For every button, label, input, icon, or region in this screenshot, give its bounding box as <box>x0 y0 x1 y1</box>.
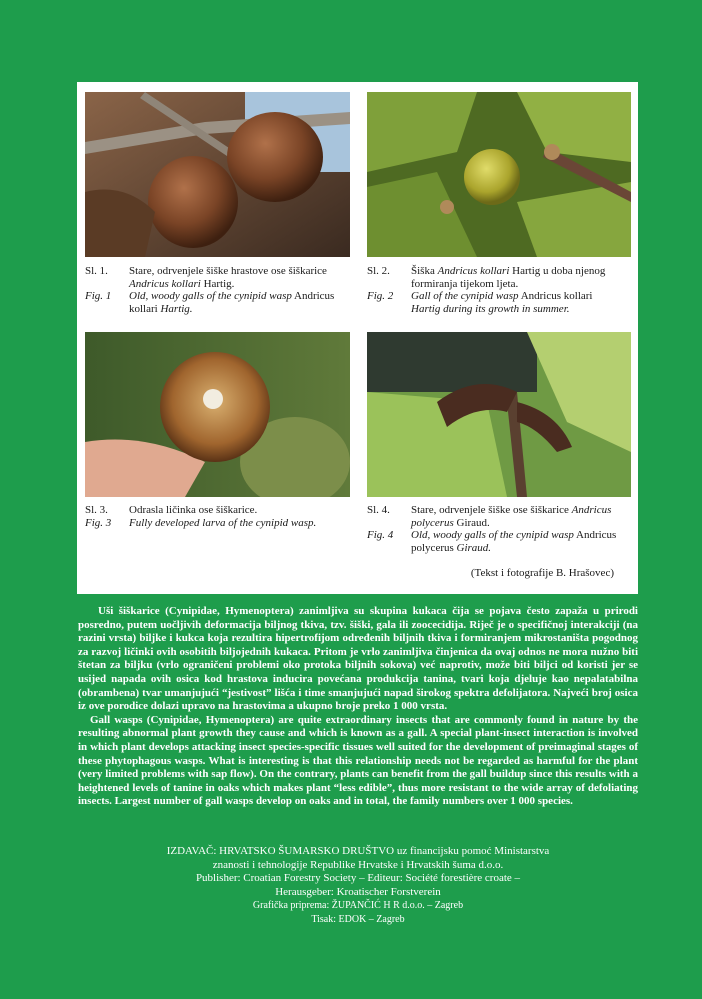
caption-2-hr-suffix: Hartig u doba njenog <box>509 265 606 277</box>
caption-2-en-line-1: Gall of the cynipid wasp <box>411 290 519 302</box>
caption-fig-3 <box>85 504 350 529</box>
caption-2-en-line-2: Hartig during its growth in summer. <box>411 302 570 315</box>
caption-2-number-en: Fig. 2 <box>367 290 394 302</box>
caption-1-en-line-1: Old, woody galls of the cynipid wasp <box>129 290 292 302</box>
caption-4-hr-author: Giraud. <box>453 516 490 529</box>
caption-1-hr-author: Hartig. <box>200 277 235 290</box>
photo-panel <box>77 82 638 594</box>
caption-3-number-hr: Sl. 3. <box>85 504 108 516</box>
publisher-footer <box>78 845 638 927</box>
footer-publisher-multilang: Publisher: Croatian Forestry Society – Editeur: Société forestière croate – <box>195 872 521 884</box>
caption-2-hr-prefix: Šiška <box>411 265 438 277</box>
photo-1-galls <box>85 92 350 257</box>
body-paragraph-en: Gall wasps (Cynipidae, Hymenoptera) are quite extraordinary insects that are commonly found in nature by the resulting abnormal plant growth they cause and which is known as a gall. A special plant-insect interaction is involved in which plant develops attacking insect species-specific tissues well suited for the development of preimaginal stages of these phytophagous wasps. What is interesting is that this relationship needs not be regarded as harmful for the plant (very limited problems with sap flow). On the contrary, plants can benefit from the gall buildup since this results with a heightened levels of tanine in oaks which makes plant “less edible”, thus more resistant to the wide array of defoliating insects. Largest number of gall wasps develop on oaks and in total, the family numbers over 1 000 species. <box>78 713 638 808</box>
caption-4-hr-species: polycerus <box>411 516 454 529</box>
caption-2-hr-line-2: formiranja tijekom ljeta. <box>411 277 519 290</box>
photo-3-larva <box>85 332 350 497</box>
caption-4-hr-prefix: Stare, odrvenjele šiške ose šiškarice <box>411 504 572 516</box>
caption-4-en-genus: Andricus <box>573 529 617 541</box>
footer-prepress: Grafička priprema: ŽUPANČIĆ H R d.o.o. – Zagreb <box>252 900 464 911</box>
caption-1-number-en: Fig. 1 <box>85 290 112 302</box>
caption-fig-2 <box>367 265 631 315</box>
body-text <box>78 605 638 809</box>
body-paragraph-hr: Uši šiškarice (Cynipidae, Hymenoptera) zanimljiva su skupina kukaca čija se pojava često zapaža u prirodi posredno, putem uočljivih deformacija biljnog tkiva, tzv. šiški, gala ili zoocecidija. Riječ je o specifičnoj interakciji (na razini vrsta) biljke i kukca koja rezultira hipertrofijom određenih biljnih tkiva i formiranjem mikrostaništa pogodnog za razvoj ličinki ovih osobitih biljojednih kukaca. Pritom je vrlo zanimljiva činjenica da ovaj odnos ne mora nužno biti štetan za biljku (vrlo ograničeni problemi oko protoka biljnih sokova) već naprotiv, može biti biljci od koristi jer se usijed napada ovih osica kod hrastova inducira povećana produkcija tanina, tvari koja djeluje kao nepalatabilna (obrambena) tvar umanjujući “jestivost” lišća i time smanjujući napad širokog spektra defolijatora. Najveći broj osica iz ove porodice dolazi upravo na hrastovima a ukupno broje preko 1 000 vrsta. <box>78 605 638 713</box>
caption-1-number-hr: Sl. 1. <box>85 265 108 277</box>
caption-fig-4 <box>367 504 631 554</box>
caption-1-hr-species: Andricus kollari <box>129 277 201 290</box>
footer-publisher-hr-1: IZDAVAČ: HRVATSKO ŠUMARSKO DRUŠTVO uz financijsku pomoć Ministarstva <box>166 845 550 857</box>
caption-4-number-hr: Sl. 4. <box>367 504 390 516</box>
caption-4-en-species: polycerus <box>411 541 457 554</box>
footer-printing: Tisak: EDOK – Zagreb <box>311 914 405 925</box>
caption-2-hr-species: Andricus kollari <box>437 265 510 277</box>
photo-credit: (Tekst i fotografije B. Hrašovec) <box>470 567 614 579</box>
caption-4-number-en: Fig. 4 <box>367 529 394 541</box>
caption-1-en-author: Hartig. <box>160 302 193 315</box>
caption-4-hr-genus: Andricus <box>571 504 612 516</box>
caption-1-en-species: kollari <box>129 302 161 315</box>
caption-4-en-author: Giraud. <box>456 541 492 554</box>
caption-3-en-text: Fully developed larva of the cynipid wasp. <box>129 516 317 529</box>
caption-3-hr-text: Odrasla ličinka ose šiškarice. <box>129 504 258 516</box>
caption-2-number-hr: Sl. 2. <box>367 265 390 277</box>
caption-3-number-en: Fig. 3 <box>85 516 112 529</box>
caption-fig-1 <box>85 265 350 315</box>
caption-1-en-genus: Andricus <box>291 290 335 302</box>
photo-2-green-gall <box>367 92 631 257</box>
footer-publisher-de: Herausgeber: Kroatischer Forstverein <box>275 885 441 898</box>
caption-4-en-line-1: Old, woody galls of the cynipid wasp <box>411 529 574 541</box>
caption-2-en-species: Andricus kollari <box>518 290 593 302</box>
photo-4-woody-galls <box>367 332 631 497</box>
caption-1-hr-line-1: Stare, odrvenjele šiške hrastove ose šiškarice <box>129 265 327 277</box>
footer-publisher-hr-2: znanosti i tehnologije Republike Hrvatske i Hrvatskih šuma d.o.o. <box>212 858 504 871</box>
